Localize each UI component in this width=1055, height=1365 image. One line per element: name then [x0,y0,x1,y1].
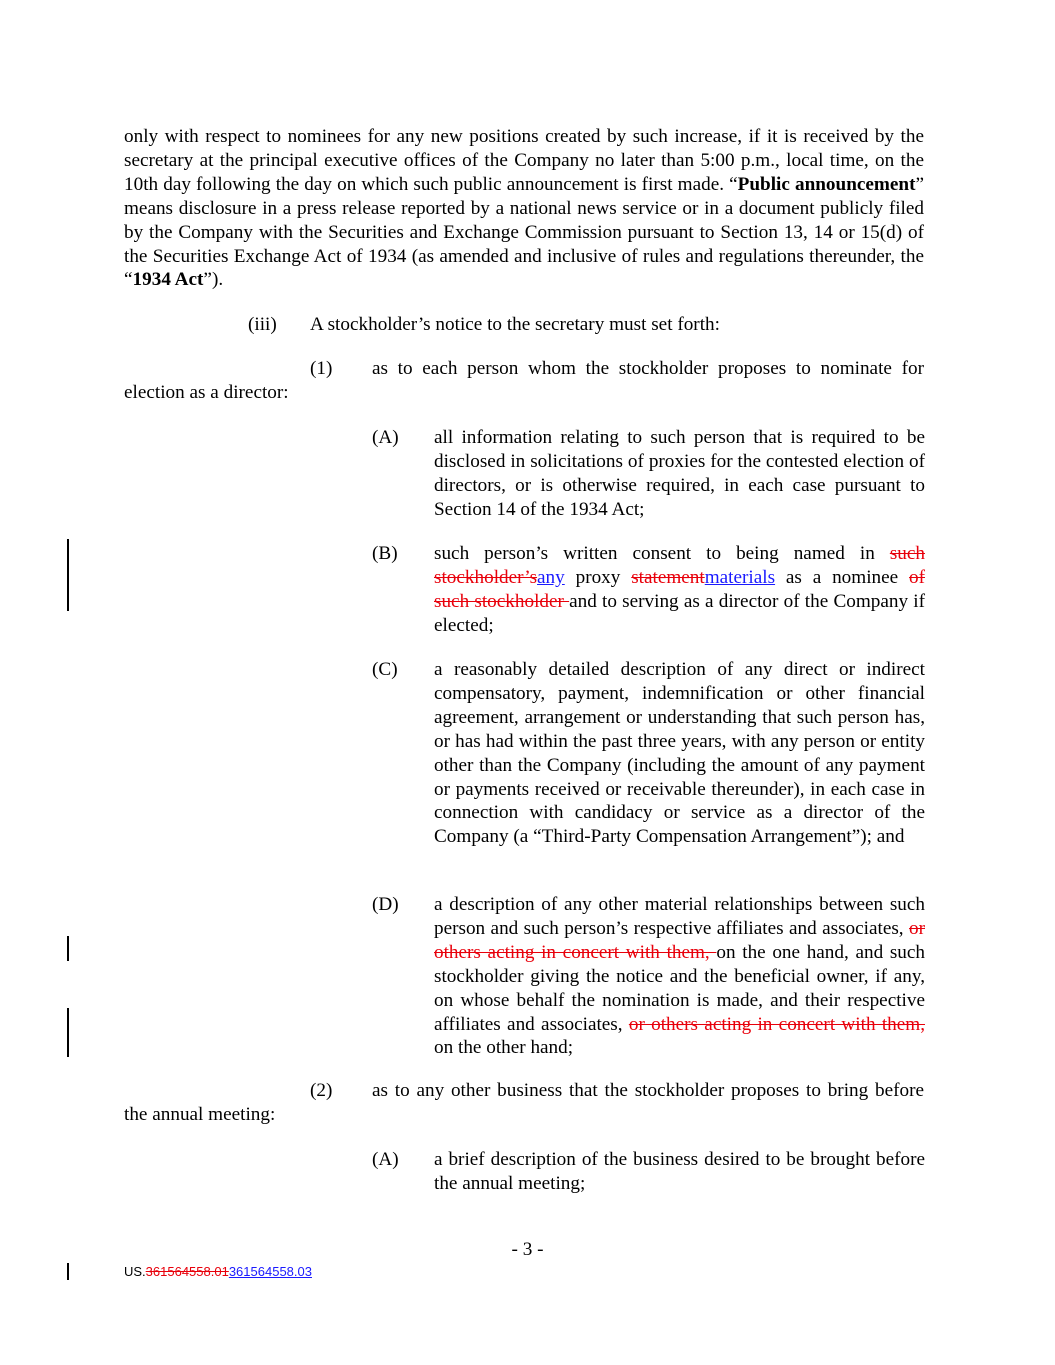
item-1c-text: a reasonably detailed description of any direct or indirect compensatory, payment, indemnification or other financial agreement, arrangement or understanding that such person has, or has had within the past three years, with any person or entity other than the Company (including the amount of any payment or payments received or receivable thereunder), in each case in connection with candidacy or service as a director of the Company (a “Third-Party Compensation Arrangement”); and [434,659,925,848]
document-id-footer: US.361564558.01361564558.03 [124,1264,312,1279]
intro-paragraph: only with respect to nominees for any new positions created by such increase, if it is received by the secretary at the principal executive offices of the Company no later than 5:00 p.m., local time, on the 10th day following the day on which such public announcement is first made. “Public announcement” means disclosure in a press release reported by a national news service or in a document publicly filed by the Company with the Securities and Exchange Commission pursuant to Section 13, 14 or 15(d) of the Securities Exchange Act of 1934 (as amended and inclusive of rules and regulations thereunder, the “1934 Act”). [124,126,924,291]
change-bar [67,1008,69,1057]
inserted-doc-id: 361564558.03 [228,1264,312,1279]
inserted-text: materials [704,566,776,588]
clause-iii-label: (iii) [248,314,277,335]
item-2-label: (2) [310,1080,333,1101]
item-1b-text: such person’s written consent to being named in such stockholder’sany proxy statementmaterials as a nominee of such stockholder and to serving as a director of the Company if elected; [434,543,925,636]
deleted-text: or others acting in concert with them, [434,917,925,963]
inserted-text: any [537,566,565,588]
change-bar [67,1263,69,1280]
deleted-text: of such stockholder [434,566,925,612]
change-bar [67,539,69,611]
deleted-text: such stockholder’s [434,543,925,588]
deleted-text: or others acting in concert with them, [628,1013,925,1035]
item-1d-label: (D) [372,894,399,915]
item-1a-text: all information relating to such person that is required to be disclosed in solicitations of proxies for the contested election of directors, or is otherwise required, in each case pursuant to Section 14 of the 1934 Act; [434,427,925,520]
clause-iii-text: A stockholder’s notice to the secretary must set forth: [310,314,720,335]
item-1d-text: a description of any other material relationships between such person and such person’s respective affiliates and associates, or others acting in concert with them, on the one hand, and such stockholder giving the notice and the beneficial owner, if any, on whose behalf the nomination is made, and their respective affiliates and associates, or others acting in concert with them, on the other hand; [434,894,925,1059]
item-1-text: as to each person whom the stockholder proposes to nominate for election as a director: [124,358,924,403]
item-1c-label: (C) [372,659,398,680]
item-2-text: as to any other business that the stockholder proposes to bring before the annual meeting: [124,1080,924,1125]
term-1934-act: 1934 Act [132,269,204,291]
item-2a-text: a brief description of the business desired to be brought before the annual meeting; [434,1149,925,1194]
item-2a-label: (A) [372,1149,399,1170]
term-public-announcement: Public announcement [737,173,916,195]
item-1b-label: (B) [372,543,398,564]
deleted-doc-id: 361564558.01 [145,1264,229,1279]
page-number: - 3 - [511,1239,544,1260]
item-1-label: (1) [310,358,333,379]
deleted-text: statement [631,566,705,588]
change-bar [67,936,69,961]
item-1a-label: (A) [372,427,399,448]
